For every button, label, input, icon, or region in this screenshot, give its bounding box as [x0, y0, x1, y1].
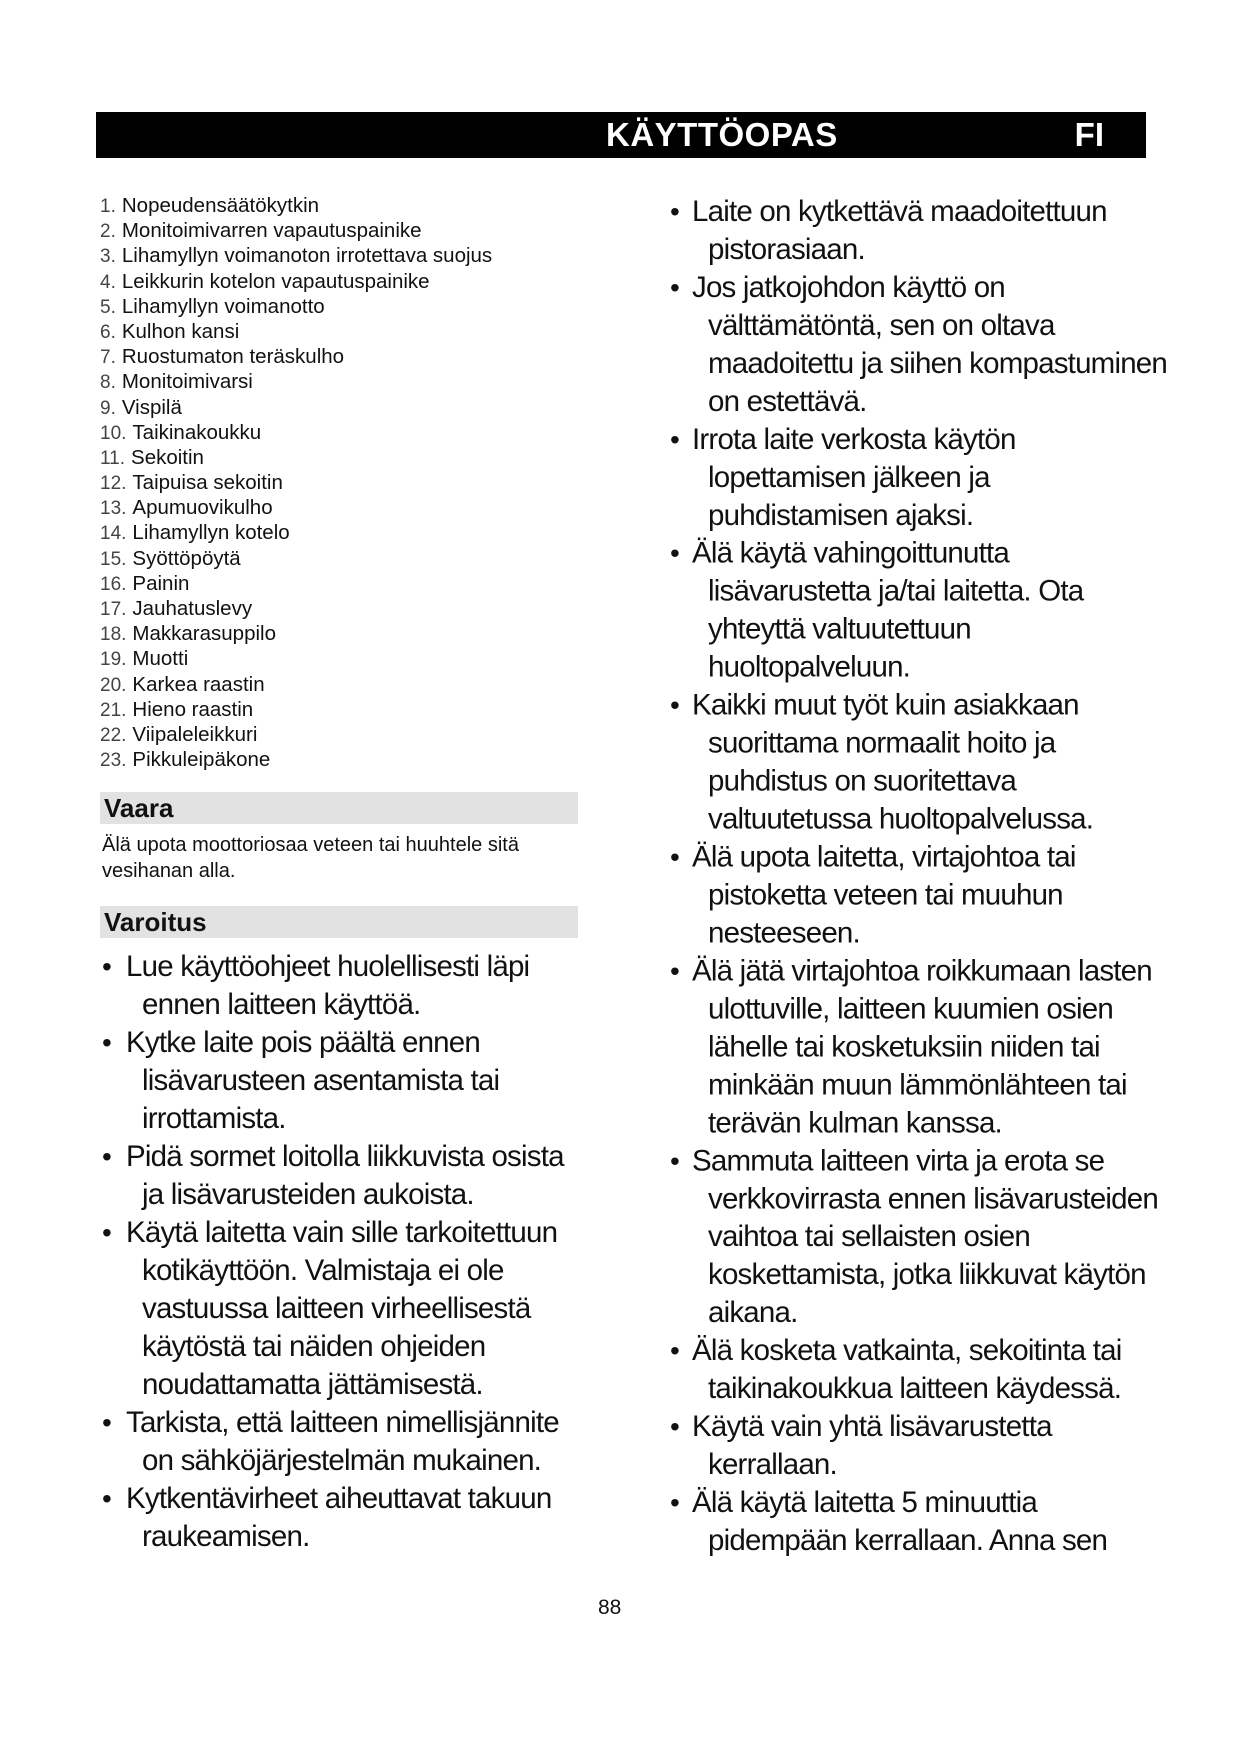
bullet-text: Kytke laite pois päältä ennen lisävarusteen asentamista tai irrottamista.: [126, 1026, 500, 1136]
bullet-item: [668, 535, 1168, 687]
bullet-item: [668, 1484, 1168, 1560]
language-code: FI: [1074, 116, 1104, 153]
list-item-label: Apumuovikulho: [132, 496, 273, 520]
bullet-marker: •: [102, 1217, 112, 1249]
list-item-number: 23.: [100, 750, 127, 772]
list-item-label: Jauhatuslevy: [132, 597, 253, 620]
bullet-marker: •: [670, 1145, 680, 1177]
list-item-number: 7.: [100, 347, 116, 369]
bullet-marker: •: [670, 841, 680, 873]
list-item-number: 17.: [100, 599, 127, 620]
list-item: [100, 470, 580, 495]
bullet-text: Irrota laite verkosta käytön lopettamisen jälkeen ja puhdistamisen ajaksi.: [692, 422, 1016, 532]
list-item-label: Kulhon kansi: [121, 319, 240, 343]
varoitus-heading: Varoitus: [100, 906, 578, 938]
list-item-number: 10.: [100, 422, 127, 444]
bullet-text: Älä jätä virtajohtoa roikkumaan lasten ulottuville, laitteen kuumien osien lähelle tai kosketuksiin niiden tai minkään muun lämmönlähteen tai terävän kulman kanssa.: [692, 954, 1152, 1140]
bullet-text: Älä kosketa vatkainta, sekoitinta tai taikinakoukkua laitteen käydessä.: [692, 1334, 1122, 1406]
bullet-item: [100, 1138, 570, 1214]
bullet-marker: •: [670, 1335, 680, 1367]
list-item-label: Monitoimivarsi: [121, 370, 253, 394]
bullet-item: [668, 421, 1168, 535]
bullet-marker: •: [670, 1487, 680, 1519]
bullet-marker: •: [102, 1483, 112, 1515]
list-item-number: 6.: [100, 321, 116, 343]
list-item: [100, 520, 580, 545]
list-item-number: 15.: [100, 548, 127, 570]
bullet-text: Kaikki muut työt kuin asiakkaan suorittama normaalit hoito ja puhdistus on suoritettava valtuutetussa huoltopalvelussa.: [692, 688, 1094, 836]
list-item-number: 20.: [100, 674, 127, 696]
list-item-number: 9.: [100, 397, 116, 419]
list-item-number: 18.: [100, 624, 127, 646]
header-bar: [96, 112, 1146, 158]
list-item-label: Taipuisa sekoitin: [132, 471, 283, 495]
list-item-label: Vispilä: [121, 395, 182, 419]
bullet-text: Älä käytä vahingoittunutta lisävarustetta ja/tai laitetta. Ota yhteyttä valtuutettuun huoltopalveluun.: [692, 536, 1084, 684]
bullet-item: [668, 1142, 1168, 1332]
bullet-item: [668, 952, 1168, 1142]
list-item-label: Muotti: [132, 647, 189, 671]
list-item: [100, 747, 580, 772]
list-item-number: 19.: [100, 649, 127, 671]
list-item: [100, 294, 580, 319]
list-item: [100, 218, 580, 243]
bullet-text: Käytä vain yhtä lisävarustetta kerrallaan.: [692, 1410, 1052, 1482]
list-item-number: 1.: [100, 196, 116, 217]
list-item-number: 3.: [100, 246, 116, 268]
bullet-item: [668, 839, 1168, 953]
bullet-item: [668, 269, 1168, 421]
varoitus-list-left: [100, 948, 570, 1556]
left-column: [100, 193, 580, 1556]
list-item-number: 16.: [100, 573, 127, 595]
list-item: [100, 420, 580, 445]
list-item: [100, 697, 580, 722]
bullet-item: [100, 1214, 570, 1404]
bullet-text: Pidä sormet loitolla liikkuvista osista ja lisävarusteiden aukoista.: [126, 1140, 564, 1212]
bullet-item: [100, 1480, 570, 1556]
list-item-number: 5.: [100, 296, 116, 318]
bullet-text: Laite on kytkettävä maadoitettuun pistorasiaan.: [692, 194, 1107, 266]
list-item: [100, 571, 580, 596]
list-item: [100, 445, 580, 470]
bullet-marker: •: [670, 955, 680, 987]
list-item: [100, 344, 580, 369]
bullet-marker: •: [102, 1027, 112, 1059]
bullet-marker: •: [670, 1411, 680, 1443]
parts-list: [100, 193, 580, 772]
vaara-heading: Vaara: [100, 792, 578, 824]
list-item-number: 2.: [100, 221, 116, 243]
list-item-label: Syöttöpöytä: [132, 546, 241, 570]
bullet-text: Lue käyttöohjeet huolellisesti läpi ennen laitteen käyttöä.: [126, 950, 530, 1022]
list-item-label: Painin: [132, 571, 190, 595]
list-item-label: Nopeudensäätökytkin: [121, 194, 320, 217]
list-item: [100, 621, 580, 646]
list-item-number: 4.: [100, 271, 116, 293]
bullet-item: [100, 948, 570, 1024]
bullet-marker: •: [670, 271, 680, 303]
list-item: [100, 596, 580, 621]
list-item-label: Sekoitin: [131, 445, 204, 469]
bullet-text: Jos jatkojohdon käyttö on välttämätöntä, sen on oltava maadoitettu ja siihen kompastuminen on estettävä.: [692, 270, 1168, 418]
list-item-label: Leikkurin kotelon vapautuspainike: [121, 269, 430, 293]
list-item-label: Monitoimivarren vapautuspainike: [121, 219, 422, 243]
list-item-number: 21.: [100, 699, 127, 721]
bullet-marker: •: [102, 1407, 112, 1439]
bullet-item: [668, 193, 1168, 269]
list-item-number: 22.: [100, 724, 127, 746]
list-item-label: Lihamyllyn kotelo: [132, 521, 290, 545]
list-item-number: 11.: [100, 447, 126, 469]
bullet-marker: •: [102, 1141, 112, 1173]
list-item-label: Viipaleleikkuri: [132, 722, 258, 746]
bullet-text: Älä upota laitetta, virtajohtoa tai pistoketta veteen tai muuhun nesteeseen.: [692, 840, 1076, 950]
list-item-label: Hieno raastin: [132, 697, 254, 721]
bullet-item: [668, 1332, 1168, 1408]
bullet-text: Älä käytä laitetta 5 minuuttia pidempään kerrallaan. Anna sen: [692, 1486, 1108, 1558]
list-item-label: Karkea raastin: [132, 672, 265, 696]
list-item: [100, 243, 580, 268]
bullet-marker: •: [670, 537, 680, 569]
list-item-number: 8.: [100, 372, 116, 394]
list-item: [100, 193, 580, 218]
list-item-label: Lihamyllyn voimanotto: [121, 294, 325, 318]
bullet-item: [668, 687, 1168, 839]
page-title: KÄYTTÖOPAS: [606, 116, 838, 153]
list-item: [100, 269, 580, 294]
bullet-item: [100, 1024, 570, 1138]
list-item-label: Lihamyllyn voimanoton irrotettava suojus: [121, 244, 493, 268]
list-item: [100, 395, 580, 420]
list-item-number: 12.: [100, 473, 127, 495]
bullet-item: [668, 1408, 1168, 1484]
list-item-label: Pikkuleipäkone: [132, 748, 271, 772]
bullet-marker: •: [670, 689, 680, 721]
list-item: [100, 369, 580, 394]
list-item: [100, 646, 580, 671]
bullet-text: Sammuta laitteen virta ja erota se verkkovirrasta ennen lisävarusteiden vaihtoa tai sellaisten osien koskettamista, jotka liikkuvat käytön aikana.: [692, 1144, 1158, 1330]
bullet-marker: •: [670, 423, 680, 455]
vaara-text: Älä upota moottoriosaa veteen tai huuhtele sitä vesihanan alla.: [102, 834, 519, 883]
list-item: [100, 319, 580, 344]
list-item: [100, 672, 580, 697]
list-item-number: 13.: [100, 498, 127, 520]
page-number: 88: [598, 1596, 622, 1619]
list-item-label: Taikinakoukku: [132, 420, 262, 444]
varoitus-list-right: [668, 193, 1168, 1560]
bullet-text: Tarkista, että laitteen nimellisjännite on sähköjärjestelmän mukainen.: [126, 1406, 559, 1478]
bullet-text: Käytä laitetta vain sille tarkoitettuun kotikäyttöön. Valmistaja ei ole vastuussa laitteen virheellisestä käytöstä tai näiden ohjeiden noudattamatta jättämisestä.: [126, 1216, 558, 1402]
bullet-marker: •: [102, 951, 112, 983]
list-item-number: 14.: [100, 523, 127, 545]
list-item: [100, 722, 580, 747]
list-item-label: Makkarasuppilo: [132, 622, 276, 646]
bullet-text: Kytkentävirheet aiheuttavat takuun raukeamisen.: [126, 1482, 552, 1554]
list-item: [100, 546, 580, 571]
right-column: [668, 193, 1168, 1561]
list-item: [100, 495, 580, 520]
bullet-marker: •: [670, 195, 680, 227]
bullet-item: [100, 1404, 570, 1480]
list-item-label: Ruostumaton teräskulho: [121, 345, 345, 369]
